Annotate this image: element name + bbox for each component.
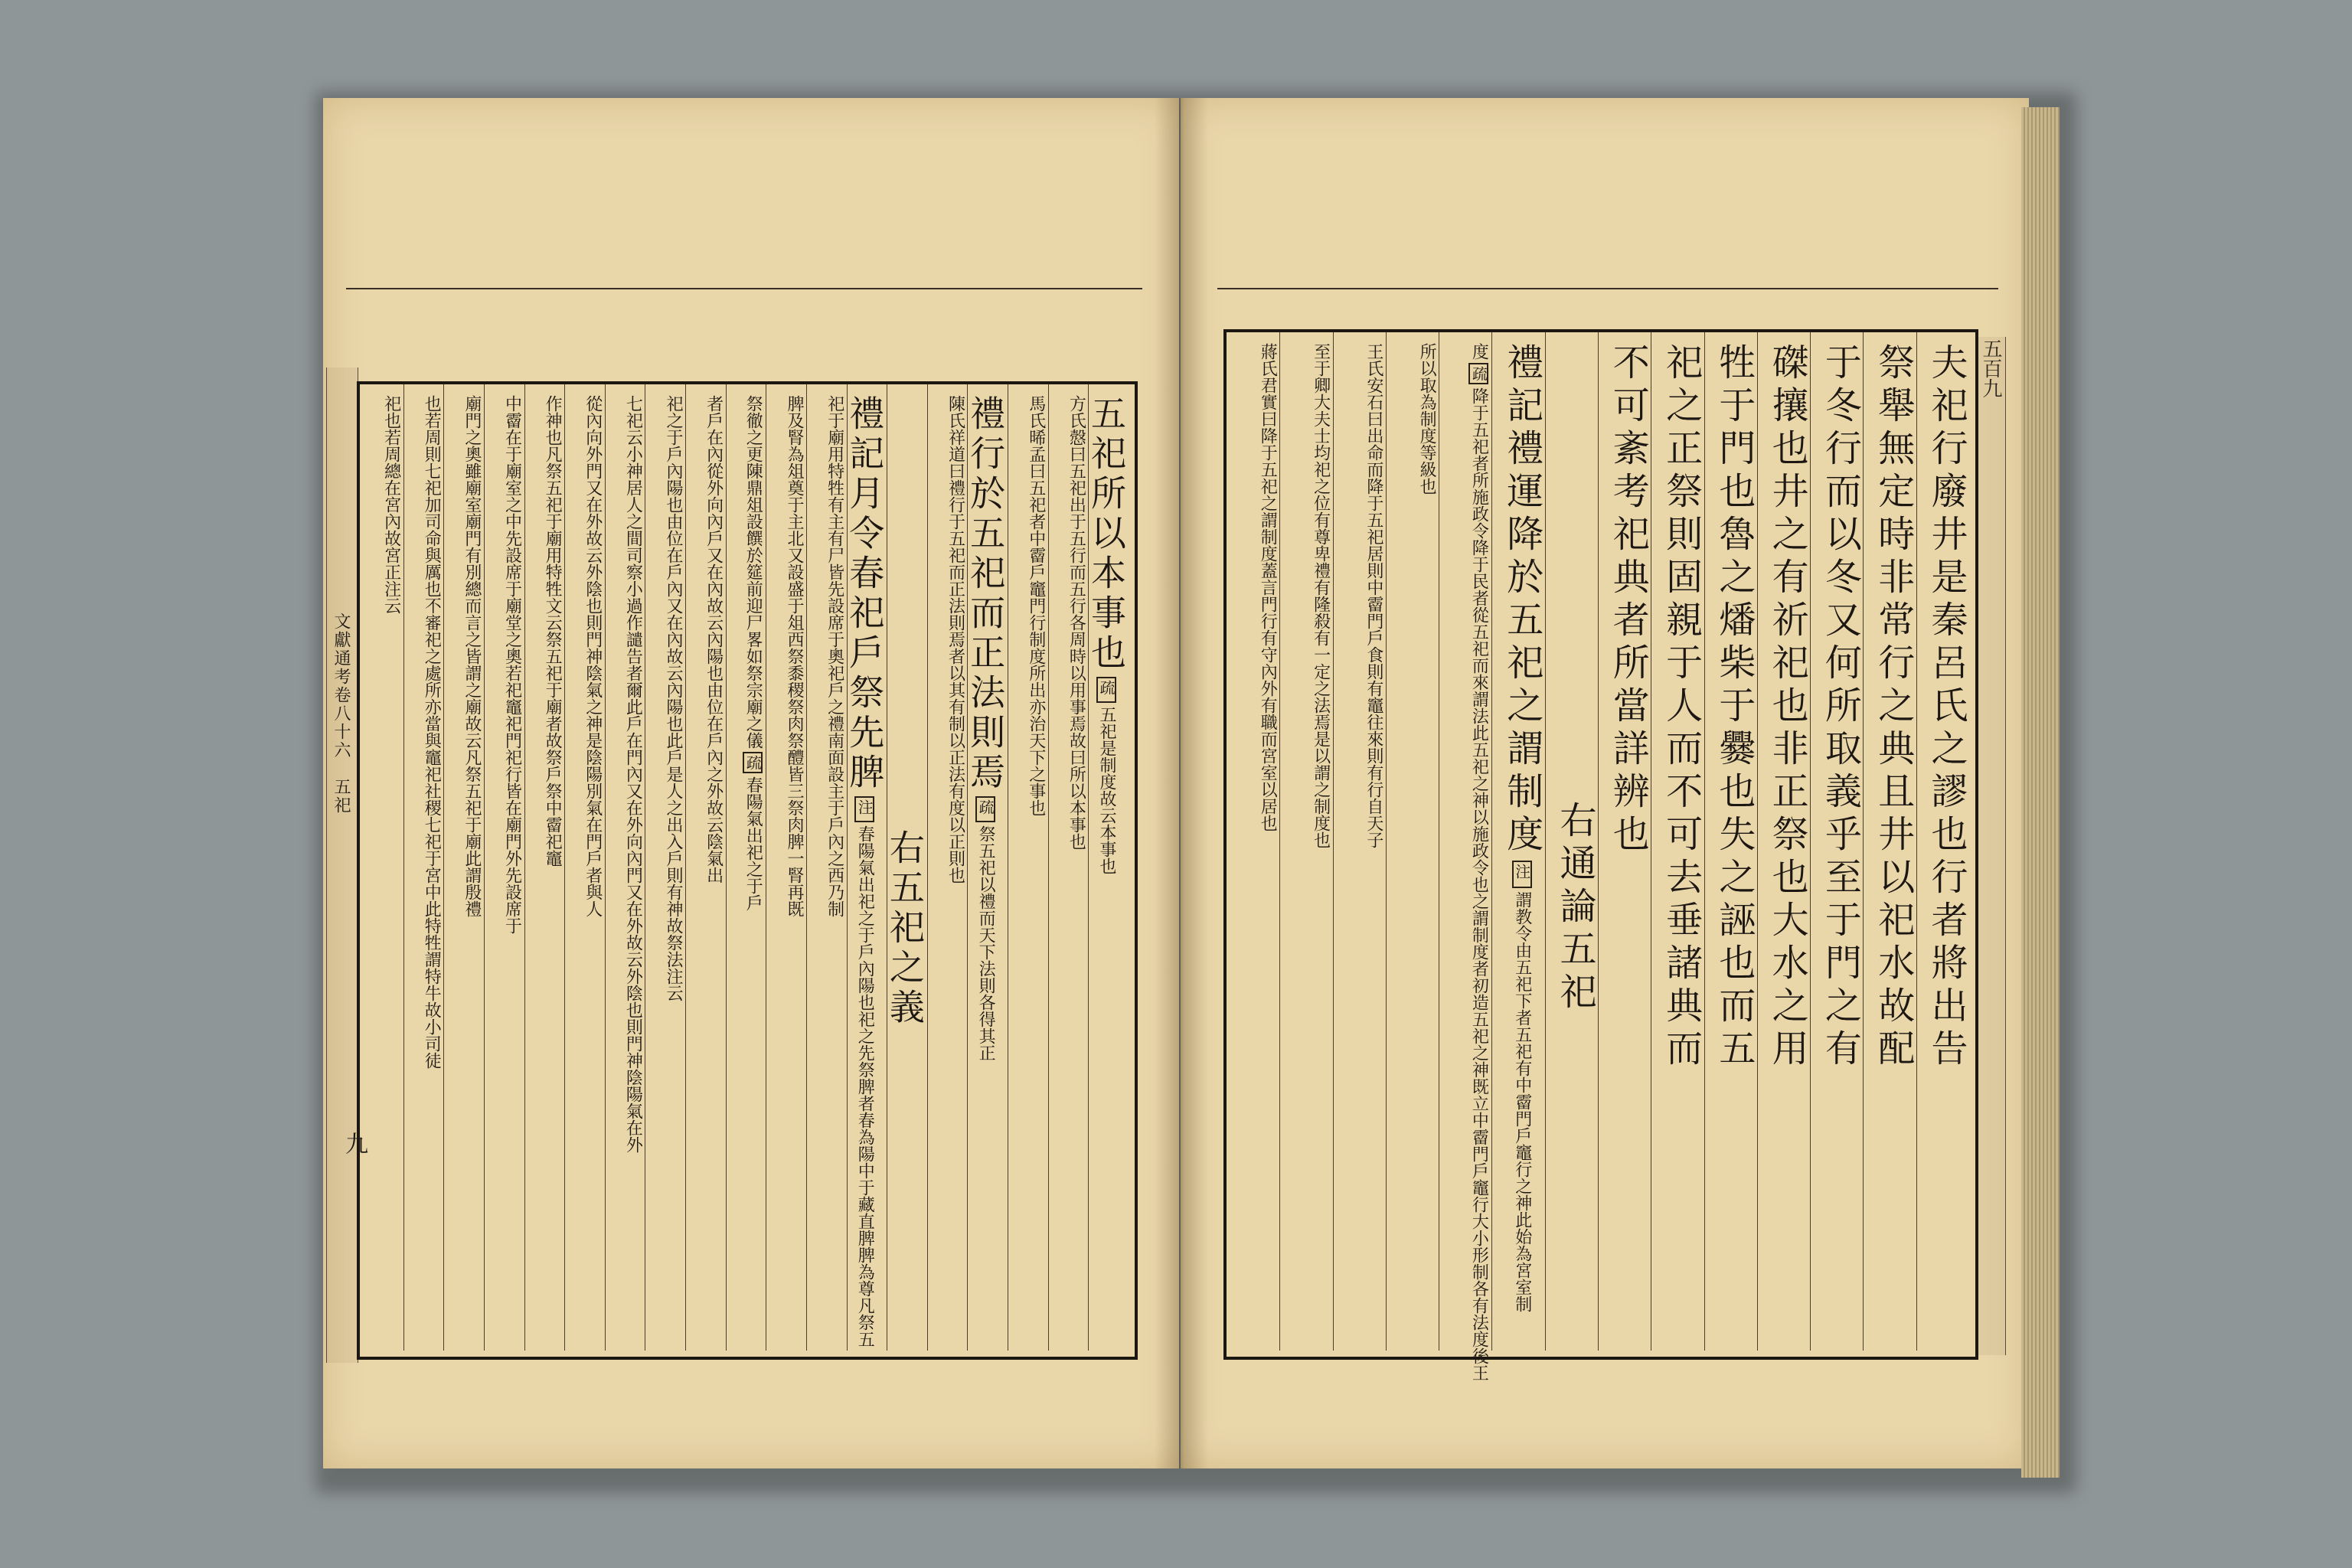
- column-text: 度: [1469, 343, 1489, 360]
- column-rule: [806, 384, 807, 1351]
- commentary-tag: 注: [1512, 861, 1532, 888]
- column-text: 脾及腎為俎奠于主北又設盛于俎西祭黍稷祭肉祭醴皆三祭肉脾一腎再既: [784, 395, 804, 917]
- text-column-4: [965, 395, 1007, 1344]
- text-column-8: [809, 395, 844, 1344]
- column-rule: [1088, 384, 1089, 1351]
- text-column-9: [769, 395, 803, 1344]
- column-text: 蔣氏君實曰降于五祀之謂制度蓋言門行有守內外有職而宮室以居也: [1258, 343, 1278, 831]
- column-text: 至于卿大夫士均祀之位有尊卑禮有隆殺有一定之法焉是以謂之制度也: [1311, 343, 1331, 848]
- column-text: 禮記月令春祀戶祭先脾: [844, 395, 886, 793]
- text-column-15: [528, 395, 562, 1344]
- column-rule: [1598, 332, 1599, 1351]
- left-top-rule: [346, 288, 1142, 289]
- column-text: 右五祀之義: [884, 829, 926, 1028]
- column-rule: [564, 384, 565, 1351]
- commentary-text: 五祀是制度故云本事也: [1096, 706, 1116, 874]
- right-margin-center-strip: [1975, 337, 2006, 1355]
- column-text: 磔攘也井之有祈祀也非正祭也大水之用: [1766, 343, 1809, 1072]
- commentary-text: 謂教令由五祀下者五祀有中霤門戶竈行之神此始為宮室制: [1512, 891, 1532, 1312]
- column-text: 也若周則七祀加司命與厲也不審祀之處所亦當與竈祀社稷七祀于宮中此特牲謂特牛故小司徒: [422, 395, 442, 1069]
- page-edges: [2021, 107, 2060, 1478]
- column-text: 馬氏晞孟曰五祀者中霤戶竈門行制度所出亦治天下之事也: [1026, 395, 1046, 816]
- text-column-2: [1866, 343, 1913, 1344]
- column-rule: [1704, 332, 1705, 1351]
- column-text: 陳氏祥道曰禮行于五祀而正法則焉者以其有制以正法有度以正則也: [946, 395, 965, 884]
- column-rule: [1863, 332, 1864, 1351]
- column-text: 祀也若周總在宮內故宮正注云: [381, 395, 401, 614]
- column-rule: [524, 384, 525, 1351]
- left-margin-center-text: 文獻通考卷八十六 五祀: [332, 612, 351, 815]
- column-rule: [685, 384, 686, 1351]
- text-column-6: [884, 829, 926, 1344]
- column-rule: [1545, 332, 1546, 1351]
- text-column-8: [1548, 801, 1595, 1344]
- commentary-text: 春陽氣出祀之于戶: [743, 776, 763, 911]
- column-text: 五祀所以本事也: [1085, 395, 1127, 674]
- commentary-text: 祭五祀以禮而天下法則各得其正: [976, 825, 996, 1061]
- commentary-text: 春陽氣出祀之于戶內陽也祀之先祭脾者春為陽中于藏直脾脾為尊凡祭五: [855, 825, 875, 1348]
- column-text: 祭舉無定時非常行之典且井以祀水故配: [1871, 343, 1915, 1072]
- text-column-10: [729, 395, 763, 1344]
- column-text: 于冬行而以冬又何所取義乎至于門之有: [1818, 343, 1862, 1072]
- text-column-4: [1760, 343, 1807, 1344]
- text-column-5: [1707, 343, 1754, 1344]
- column-rule: [484, 384, 485, 1351]
- column-text: 右通論五祀: [1553, 801, 1596, 1015]
- column-text: 禮行於五祀而正法則焉: [965, 395, 1007, 793]
- text-column-19: [366, 395, 400, 1344]
- column-text: 祭徹之更陳鼎俎設饌於筵前迎尸畧如祭宗廟之儀: [743, 395, 763, 749]
- commentary-tag: 疏: [743, 752, 763, 773]
- column-rule: [847, 384, 848, 1351]
- column-rule: [605, 384, 606, 1351]
- text-column-7: [1601, 343, 1648, 1344]
- left-folio-number: 九: [341, 1132, 368, 1156]
- text-column-12: [1336, 343, 1383, 1344]
- text-column-13: [1282, 343, 1329, 1344]
- text-column-14: [567, 395, 602, 1344]
- column-text: 方氏慤曰五祀出于五行而五行各周時以用事焉故曰所以本事也: [1067, 395, 1086, 850]
- text-column-1: [1919, 343, 1966, 1344]
- column-rule: [1333, 332, 1334, 1351]
- column-text: 夫祀行廢井是秦呂氏之謬也行者將出告: [1924, 343, 1968, 1072]
- text-column-3: [1011, 395, 1045, 1344]
- column-rule: [967, 384, 968, 1351]
- column-rule: [1916, 332, 1917, 1351]
- text-column-14: [1230, 343, 1276, 1344]
- commentary-tag: 疏: [1468, 363, 1488, 384]
- column-rule: [1048, 384, 1049, 1351]
- column-text: 者戶在內從外向內戶又在內故云內陽也由位在戶內之外故云陰氣出: [704, 395, 724, 884]
- column-rule: [1279, 332, 1280, 1351]
- column-rule: [1386, 332, 1387, 1351]
- text-column-11: [688, 395, 723, 1344]
- column-text: 作神也凡祭五祀于廟用特牲文云祭五祀于廟者故祭戶祭中霤祀竈: [543, 395, 563, 867]
- column-rule: [403, 384, 404, 1351]
- column-rule: [1491, 332, 1492, 1351]
- column-text: 祀之于戶內陽也由位在戶內又在內故云內陽也此戶是人之出入戶則有神故祭法注云: [664, 395, 684, 1001]
- text-column-3: [1813, 343, 1860, 1344]
- column-text: 所以取為制度等級也: [1417, 343, 1437, 495]
- text-column-1: [1085, 395, 1127, 1344]
- text-column-10: [1442, 343, 1489, 1381]
- right-margin-stamp: 五百九: [1979, 338, 2002, 398]
- column-rule: [443, 384, 444, 1351]
- commentary-tag: 疏: [975, 796, 995, 822]
- text-column-18: [407, 395, 441, 1344]
- text-column-5: [930, 395, 965, 1344]
- commentary-tag: 注: [854, 796, 874, 822]
- right-top-rule: [1217, 288, 1998, 289]
- column-text: 七祀云小神居人之間司察小過作譴告者爾此戶在門內又在外向內門又在外故云外陰也則門神陰陽氣在外: [623, 395, 643, 1153]
- column-text: 祀于廟用特牲有主有尸皆先設席于奧祀戶之禮南面設主于戶內之西乃制: [825, 395, 844, 917]
- text-column-13: [608, 395, 642, 1344]
- column-text: 王氏安石曰出命而降于五祀居則中霤門戶食則有竈往來則有行自天子: [1364, 343, 1383, 848]
- column-rule: [1757, 332, 1758, 1351]
- text-column-2: [1051, 395, 1086, 1344]
- text-column-12: [648, 395, 682, 1344]
- column-text: 從內向外門又在外故云外陰也則門神陰氣之神是陰陽別氣在門戶者與人: [583, 395, 603, 917]
- column-text: 禮記禮運降於五祀之謂制度: [1500, 343, 1544, 858]
- column-text: 中霤在于廟室之中先設席于廟堂之奧若祀竈祀門祀行皆在廟門外先設席于: [502, 395, 522, 934]
- text-column-16: [487, 395, 521, 1344]
- text-column-17: [446, 395, 481, 1344]
- text-column-11: [1389, 343, 1436, 1344]
- commentary-text: 降于五祀者所施政令降于民者從五祀而來謂法此五祀之神以施政令也之謂制度者初造五祀之神既立中霤門戶竈行大小形制各有法度後王: [1469, 387, 1489, 1381]
- column-text: 祀之正祭則固親于人而不可去垂諸典而: [1659, 343, 1703, 1072]
- column-text: 廟門之奧雖廟室廟門有別總而言之皆謂之廟故云凡祭五祀于廟此謂殷禮: [462, 395, 482, 917]
- column-rule: [726, 384, 727, 1351]
- text-column-9: [1494, 343, 1544, 1344]
- text-column-6: [1654, 343, 1703, 1344]
- column-rule: [927, 384, 928, 1351]
- column-text: 牲于門也魯之燔柴于爨也失之誣也而五: [1712, 343, 1756, 1072]
- text-column-7: [844, 395, 886, 1348]
- column-text: 不可紊考祀典者所當詳辨也: [1606, 343, 1650, 858]
- commentary-tag: 疏: [1096, 677, 1116, 703]
- column-rule: [1810, 332, 1811, 1351]
- book-gutter: [1155, 98, 1208, 1468]
- left-margin-center-strip: [326, 368, 358, 1363]
